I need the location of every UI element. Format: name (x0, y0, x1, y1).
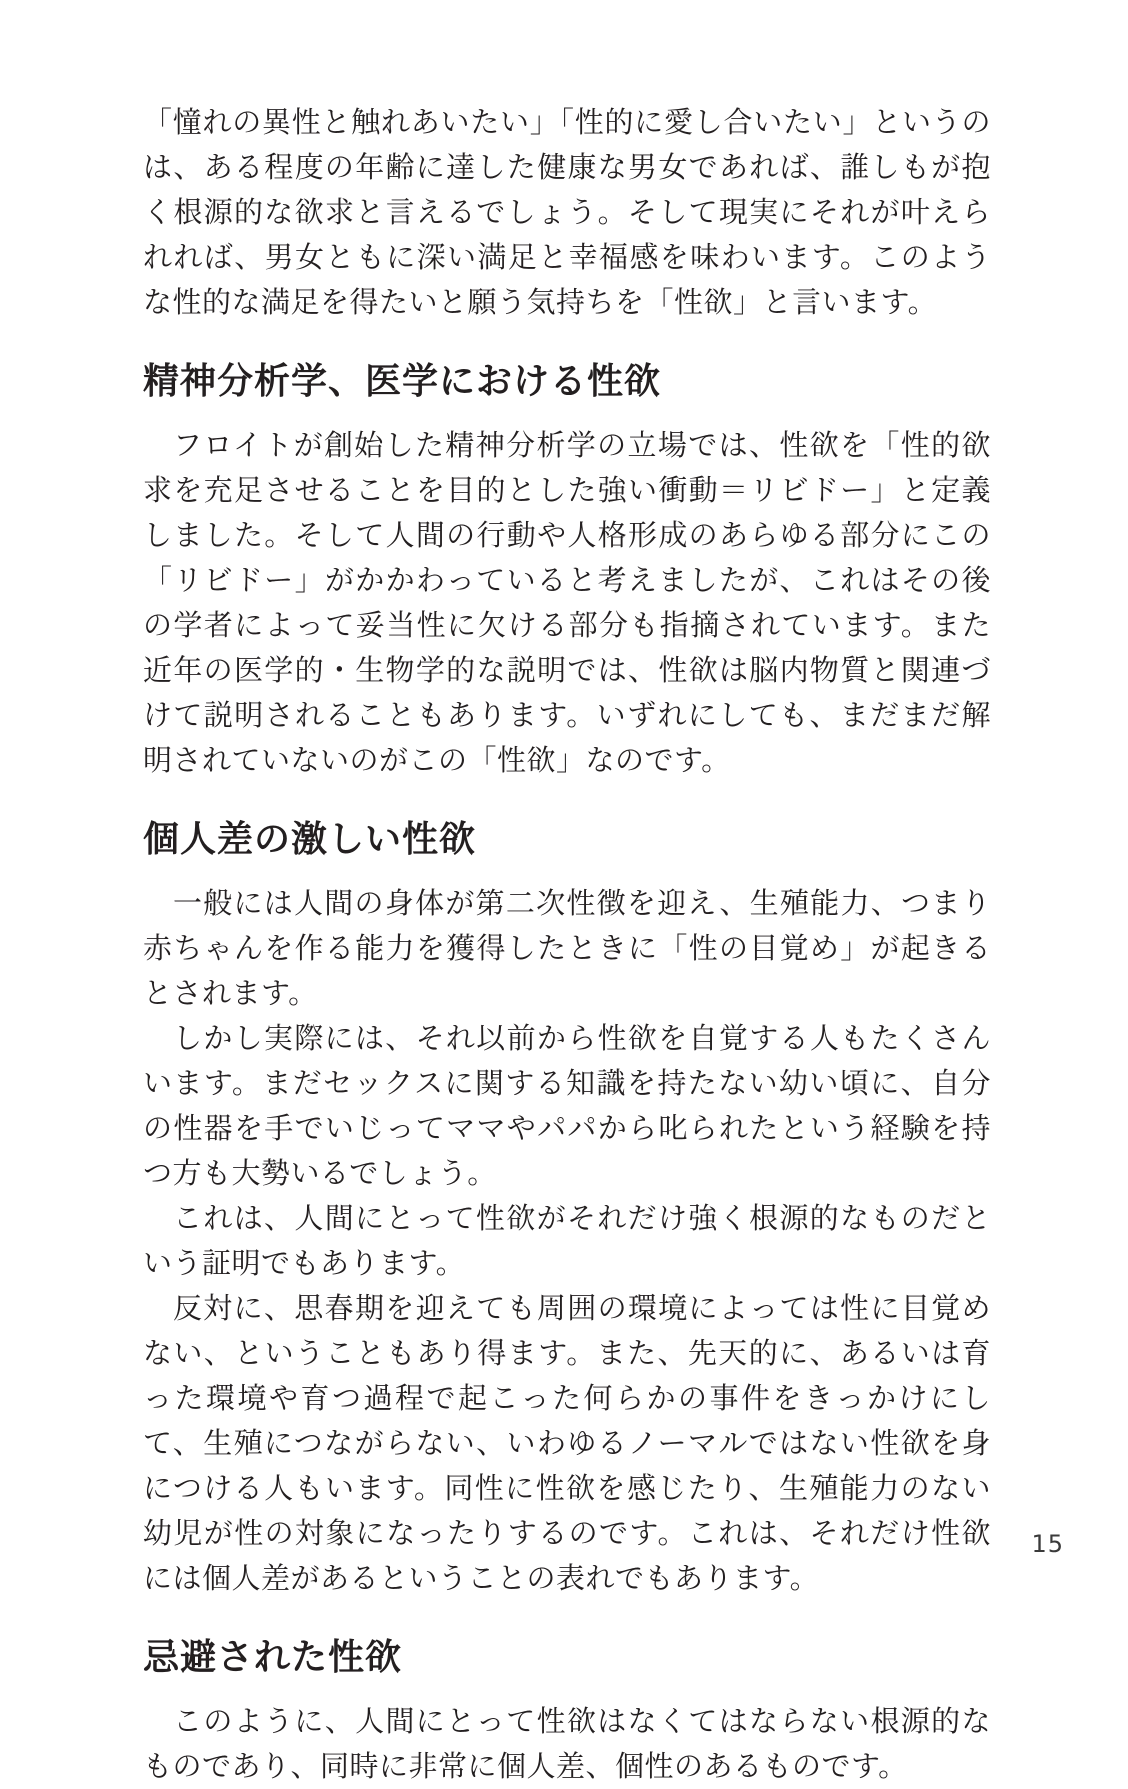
section-paragraph: これは、人間にとって性欲がそれだけ強く根源的なものだという証明でもあります。 (143, 1201, 991, 1280)
section-paragraph: 一般には人間の身体が第二次性徴を迎え、生殖能力、つまり赤ちゃんを作る能力を獲得したときに「性の目覚め」が起きるとされます。 (143, 886, 991, 1010)
intro-paragraph: 「憧れの異性と触れあいたい」「性的に愛し合いたい」というのは、ある程度の年齢に達した健康な男女であれば、誰しもが抱く根源的な欲求と言えるでしょう。そして現実にそれが叶えられれば、男女ともに深い満足と幸福感を味わいます。このような性的な満足を得たいと願う気持ちを「性欲」と言います。 (143, 105, 991, 319)
section-paragraph: このように、人間にとって性欲はなくてはならない根源的なものであり、同時に非常に個人差、個性のあるものです。 (143, 1704, 991, 1783)
page-number: 15 (1031, 1530, 1064, 1558)
section-heading-psychoanalysis: 精神分析学、医学における性欲 (143, 361, 662, 402)
section-heading-individual-differences: 個人差の激しい性欲 (143, 819, 477, 860)
section-paragraph: フロイトが創始した精神分析学の立場では、性欲を「性的欲求を充足させることを目的とした強い衝動＝リビドー」と定義しました。そして人間の行動や人格形成のあらゆる部分にこの「リビドー」がかかわっていると考えましたが、これはその後の学者によって妥当性に欠ける部分も指摘されています。また近年の医学的・生物学的な説明では、性欲は脳内物質と関連づけて説明されることもあります。いずれにしても、まだまだ解明されていないのがこの「性欲」なのです。 (143, 428, 991, 777)
section-heading-avoided-desire: 忌避された性欲 (143, 1637, 403, 1678)
section-paragraph: しかし実際には、それ以前から性欲を自覚する人もたくさんいます。まだセックスに関する知識を持たない幼い頃に、自分の性器を手でいじってママやパパから叱られたという経験を持つ方も大勢いるでしょう。 (143, 1021, 991, 1190)
page-body-text (143, 100, 991, 1789)
section-paragraph: 反対に、思春期を迎えても周囲の環境によっては性に目覚めない、ということもあり得ます。また、先天的に、あるいは育った環境や育つ過程で起こった何らかの事件をきっかけにして、生殖につながらない、いわゆるノーマルではない性欲を身につける人もいます。同性に性欲を感じたり、生殖能力のない幼児が性の対象になったりするのです。これは、それだけ性欲には個人差があるということの表れでもあります。 (143, 1291, 991, 1595)
